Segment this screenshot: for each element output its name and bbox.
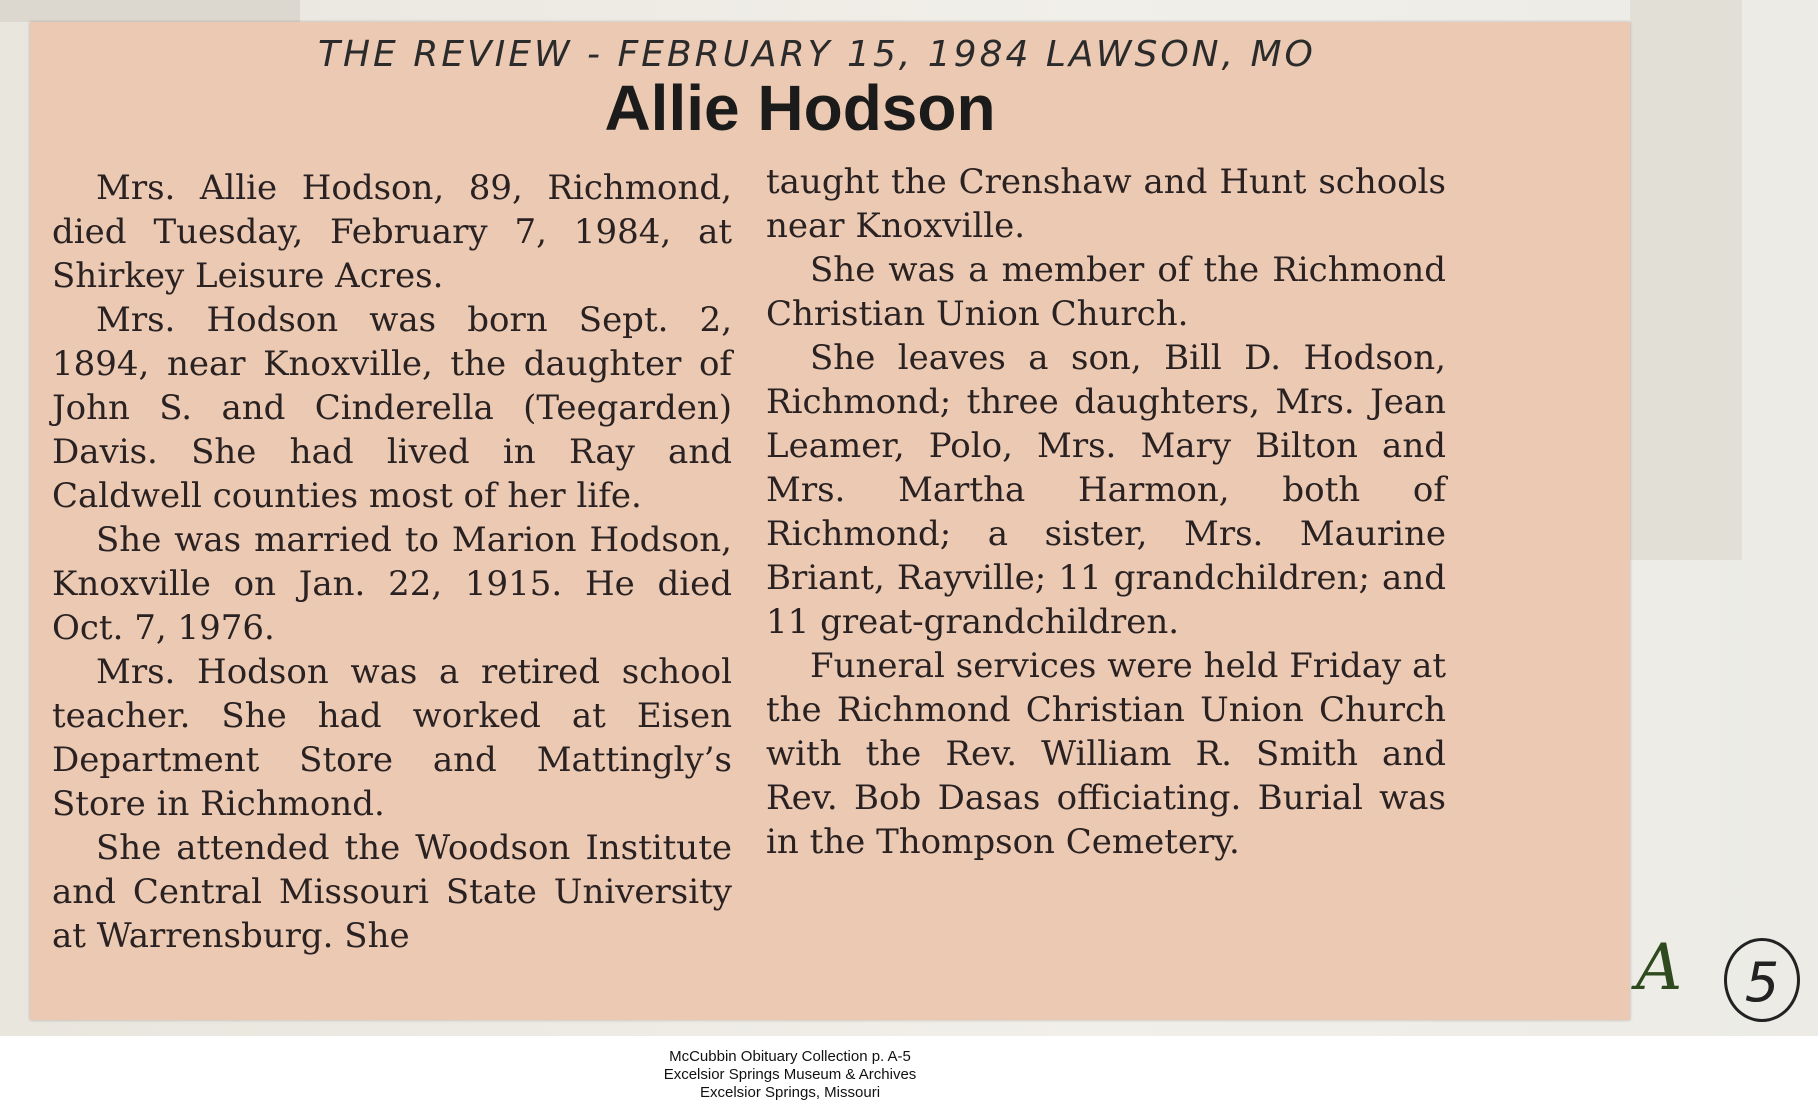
paragraph-4: Mrs. Hodson was a retired school teacher. She had worked at Eisen Department Store and Mattingly’s Store in Richmond. bbox=[52, 652, 732, 824]
archive-caption bbox=[560, 1048, 1020, 1104]
handwritten-letter: A bbox=[1636, 931, 1683, 1005]
caption-line-1: McCubbin Obituary Collection p. A-5 bbox=[669, 1048, 911, 1065]
paragraph-5: She attended the Woodson Institute and Central Missouri State University at Warrensburg. She bbox=[52, 828, 732, 956]
paragraph-continuation: taught the Crenshaw and Hunt schools near Knoxville. bbox=[766, 162, 1446, 246]
right-column bbox=[766, 160, 1446, 864]
paragraph-1: Mrs. Allie Hodson, 89, Richmond, died Tuesday, February 7, 1984, at Shirkey Leisure Acres. bbox=[52, 168, 732, 296]
caption-line-3: Excelsior Springs, Missouri bbox=[699, 1084, 881, 1101]
handwritten-page-number: 5 bbox=[1724, 938, 1800, 1022]
paragraph-8: Funeral services were held Friday at the Richmond Christian Union Church with the Rev. William R. Smith and Rev. Bob Dasas officiating. Burial was in the Thompson Cemetery. bbox=[766, 646, 1446, 862]
page-edge bbox=[0, 0, 300, 22]
background-page bbox=[1630, 0, 1742, 560]
paragraph-3: She was married to Marion Hodson, Knoxville on Jan. 22, 1915. He died Oct. 7, 1976. bbox=[52, 520, 732, 648]
paragraph-6: She was a member of the Richmond Christian Union Church. bbox=[766, 250, 1446, 334]
paragraph-7: She leaves a son, Bill D. Hodson, Richmond; three daughters, Mrs. Jean Leamer, Polo, Mrs. Mary Bilton and Mrs. Martha Harmon, both of Richmond; a sister, Mrs. Maurine Briant, Rayville; 11 grandchildren; and 11 great-grandchildren. bbox=[766, 338, 1446, 642]
caption-line-2: Excelsior Springs Museum & Archives bbox=[663, 1066, 917, 1083]
handwritten-source-note: THE REVIEW - FEBRUARY 15, 1984 LAWSON, MO bbox=[318, 34, 1316, 75]
newspaper-clipping bbox=[30, 22, 1630, 1020]
left-column bbox=[52, 166, 732, 958]
obituary-headline: Allie Hodson bbox=[604, 72, 996, 144]
paragraph-2: Mrs. Hodson was born Sept. 2, 1894, near Knoxville, the daughter of John S. and Cinderella (Teegarden) Davis. She had lived in Ray and Caldwell counties most of her life. bbox=[52, 300, 732, 516]
